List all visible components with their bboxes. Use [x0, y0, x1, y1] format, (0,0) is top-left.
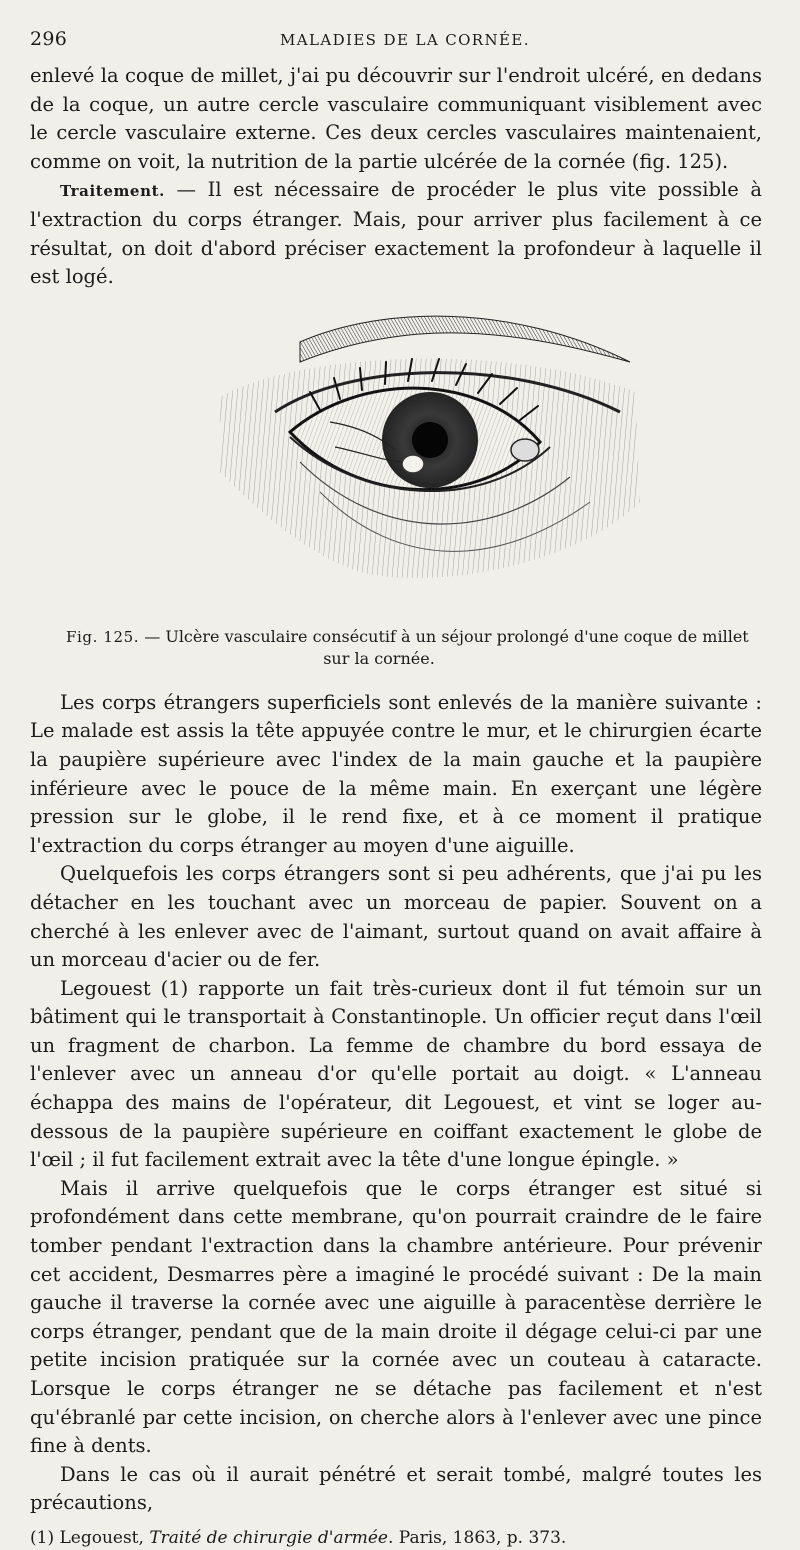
figure-eye-engraving: [30, 302, 762, 620]
footnote: [30, 1526, 762, 1550]
footnote-title: Traité de chirurgie d'armée: [149, 1527, 388, 1548]
eye-illustration: [180, 302, 650, 620]
footnote-suffix: . Paris, 1863, p. 373.: [387, 1527, 567, 1548]
main-text: [30, 689, 762, 1518]
paragraph: Mais il arrive quelquefois que le corps étranger est situé si profondément dans cette membrane, qu'on pourrait craindre de le faire tomber pendant l'extraction dans la chambre antérieure. Pour prévenir cet accident, Desmarres père a imaginé le procédé suivant : De la main gauche il traverse la cornée avec une aiguille à paracentèse derrière le corps étranger, pendant que de la main droite il dégage celui-ci par une petite incision pratiquée sur la cornée avec un couteau à cataracte. Lorsque le corps étranger ne se détache pas facilement et n'est qu'ébranlé par cette incision, on cherche alors à l'enlever avec une pince fine à dents.: [30, 1176, 762, 1458]
page-number: 296: [30, 28, 68, 50]
running-title: MALADIES DE LA CORNÉE.: [280, 31, 530, 49]
figure-caption: [66, 626, 752, 669]
traitement-text: — Il est nécessaire de procéder le plus vite possible à l'extraction du corps étranger. Mais, pour arriver plus facilement à ce résultat, on doit d'abord préciser exactement la profondeur à laquelle il est logé.: [30, 178, 762, 289]
running-header: [30, 28, 762, 62]
paragraph-traitement: [30, 176, 762, 291]
traitement-label: Traitement.: [60, 182, 165, 201]
figure-label: Fig. 125.: [66, 627, 140, 646]
paragraph: Dans le cas où il aurait pénétré et serait tombé, malgré toutes les précautions,: [30, 1462, 762, 1515]
paragraph: Les corps étrangers superficiels sont enlevés de la manière suivante : Le malade est assis la tête appuyée contre le mur, et le chirurgien écarte la paupière supérieure avec l'index de la main gauche et la paupière inférieure avec le pouce de la même main. En exerçant une légère pression sur le globe, il le rend fixe, et à ce moment il pratique l'extraction du corps étranger au moyen d'une aiguille.: [30, 690, 762, 857]
paragraph: Legouest (1) rapporte un fait très-curieux dont il fut témoin sur un bâtiment qui le transportait à Constantinople. Un officier reçut dans l'œil un fragment de charbon. La femme de chambre du bord essaya de l'enlever avec un anneau d'or qu'elle portait au doigt. « L'anneau échappa des mains de l'opérateur, dit Legouest, et vint se loger au-dessous de la paupière supérieure en coiffant exactement le globe de l'œil ; il fut facilement extrait avec la tête d'une longue épingle. »: [30, 976, 762, 1172]
paragraph-continuation: enlevé la coque de millet, j'ai pu découvrir sur l'endroit ulcéré, en dedans de la coque, un autre cercle vasculaire communiquant visiblement avec le cercle vasculaire externe. Ces deux cercles vasculaires maintenaient, comme on voit, la nutrition de la partie ulcérée de la cornée (fig. 125).: [30, 64, 762, 173]
figure-caption-line2: sur la cornée.: [323, 648, 435, 668]
figure-caption-text: — Ulcère vasculaire consécutif à un séjour prolongé d'une coque de millet: [139, 626, 749, 646]
paragraph: Quelquefois les corps étrangers sont si peu adhérents, que j'ai pu les détacher en les touchant avec un morceau de papier. Souvent on a cherché à les enlever avec de l'aimant, surtout quand on avait affaire à un morceau d'acier ou de fer.: [30, 862, 762, 972]
footnote-prefix: (1) Legouest,: [30, 1527, 150, 1548]
